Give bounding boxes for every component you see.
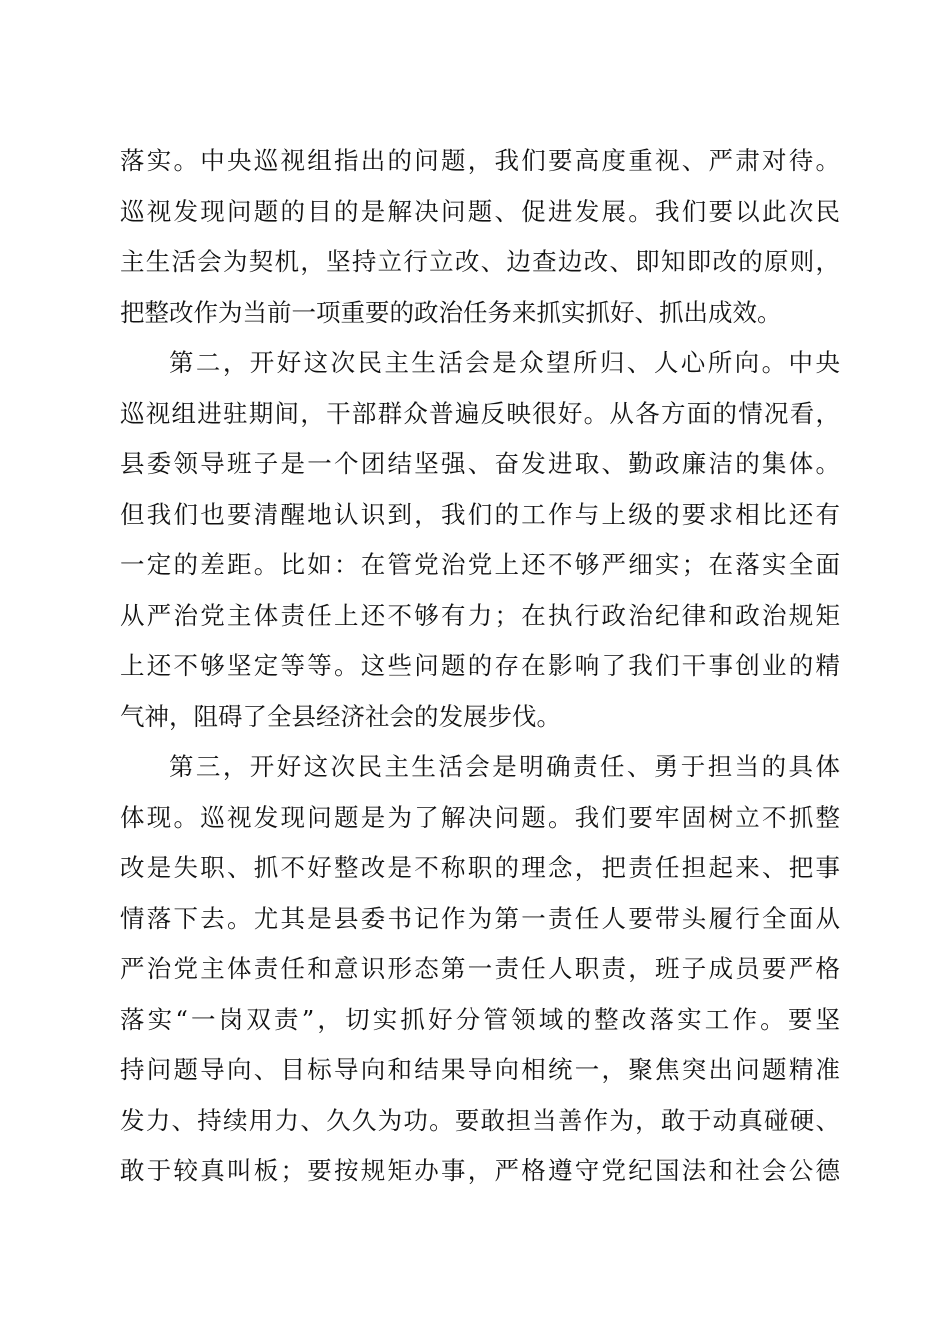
paragraph-first-line: 第三，开好这次民主生活会是明确责任、勇于担当的具体 [169, 752, 840, 781]
paragraph-first-line: 第二，开好这次民主生活会是众望所归、人心所向。中央 [169, 348, 840, 377]
text-line: 发力、持续用力、久久为功。要敢担当善作为，敢于动真碰硬、 [120, 1105, 840, 1135]
text-line: 落实“一岗双责”，切实抓好分管领域的整改落实工作。要坚 [120, 1004, 840, 1034]
text-line: 但我们也要清醒地认识到，我们的工作与上级的要求相比还有 [120, 499, 840, 529]
text-line: 敢于较真叫板；要按规矩办事，严格遵守党纪国法和社会公德 [120, 1156, 840, 1185]
text-line: 一定的差距。比如：在管党治党上还不够严细实；在落实全面 [120, 550, 840, 579]
text-line: 改是失职、抓不好整改是不称职的理念，把责任担起来、把事 [120, 853, 840, 882]
text-line: 主生活会为契机，坚持立行立改、边查边改、即知即改的原则， [120, 247, 840, 276]
text-line: 巡视发现问题的目的是解决问题、促进发展。我们要以此次民 [120, 196, 840, 226]
text-line: 巡视组进驻期间，干部群众普遍反映很好。从各方面的情况看， [120, 398, 840, 428]
text-line: 持问题导向、目标导向和结果导向相统一，聚焦突出问题精准 [120, 1055, 840, 1084]
text-line: 情落下去。尤其是县委书记作为第一责任人要带头履行全面从 [120, 903, 840, 933]
text-line: 体现。巡视发现问题是为了解决问题。我们要牢固树立不抓整 [120, 802, 840, 832]
text-line: 上还不够坚定等等。这些问题的存在影响了我们干事创业的精 [120, 651, 840, 680]
text-line: 气神，阻碍了全县经济社会的发展步伐。 [120, 701, 561, 731]
text-line: 从严治党主体责任上还不够有力；在执行政治纪律和政治规矩 [120, 600, 840, 630]
text-line: 严治党主体责任和意识形态第一责任人职责，班子成员要严格 [120, 954, 840, 983]
text-line: 落实。中央巡视组指出的问题，我们要高度重视、严肃对待。 [120, 146, 840, 175]
text-line: 县委领导班子是一个团结坚强、奋发进取、勤政廉洁的集体。 [120, 449, 840, 478]
text-line: 把整改作为当前一项重要的政治任务来抓实抓好、抓出成效。 [120, 297, 782, 327]
document-body [120, 136, 840, 1197]
